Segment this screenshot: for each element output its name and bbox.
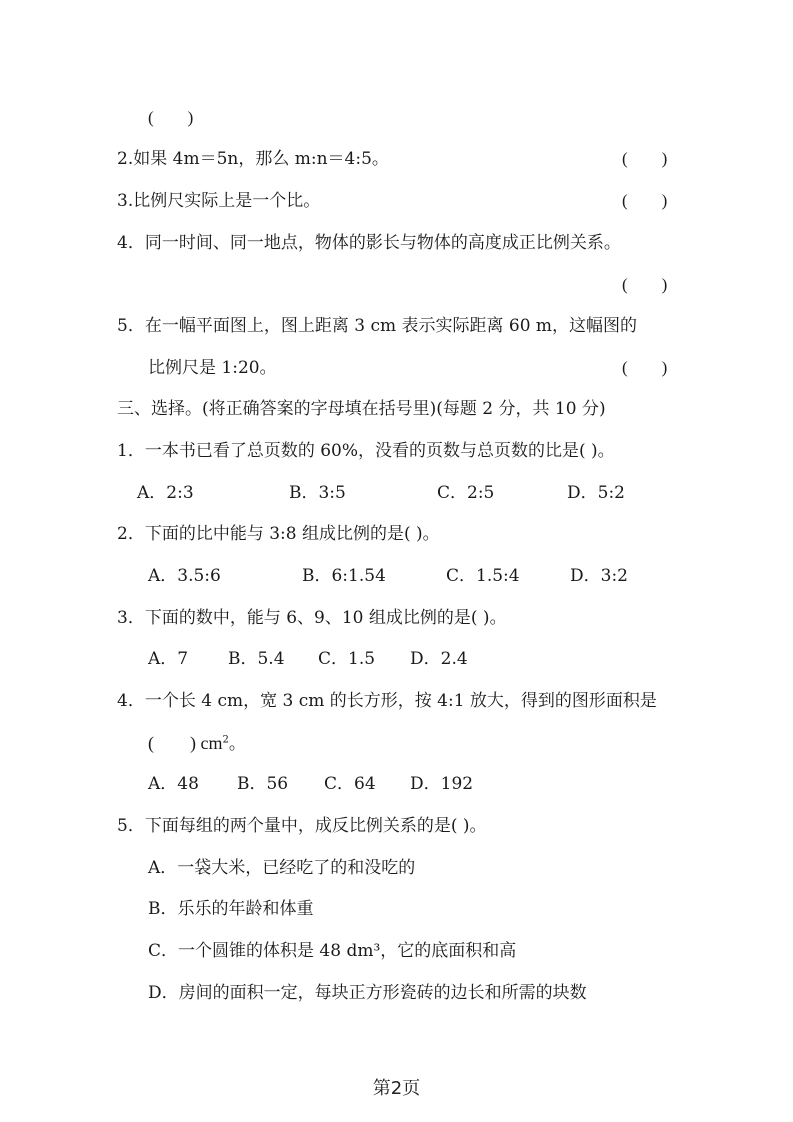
question-text: 下面的比中能与 3:8 组成比例的是( )。 [144, 524, 440, 544]
question-number: 2． [117, 524, 145, 544]
option-a[interactable]: A．48 [148, 774, 199, 794]
punctuation: 。 [228, 734, 246, 754]
answer-blank-q5[interactable]: ( ) [622, 358, 668, 377]
option-b[interactable]: B．56 [237, 774, 289, 794]
choice-question-5 [117, 815, 487, 837]
item-number: 2. [117, 149, 134, 169]
judgment-item-3 [117, 190, 320, 212]
judgment-item-2 [117, 148, 389, 170]
question-text: 一本书已看了总页数的 60%，没看的页数与总页数的比是( )。 [144, 441, 615, 461]
option-d[interactable]: D．房间的面积一定，每块正方形瓷砖的边长和所需的块数 [148, 983, 587, 1003]
question-text: 下面每组的两个量中，成反比例关系的是( )。 [144, 816, 487, 836]
choice-question-4 [117, 690, 657, 712]
question-number: 4． [117, 691, 145, 711]
item-text: 如果 4m＝5n，那么 m:n＝4:5。 [133, 149, 389, 169]
choice-question-3 [117, 607, 507, 629]
option-b[interactable]: B．6:1.54 [302, 566, 386, 586]
option-a[interactable]: A．2:3 [137, 483, 194, 503]
item-number: 5． [117, 316, 145, 336]
answer-blank-q1[interactable]: ( ) [148, 108, 194, 127]
option-c[interactable]: C．64 [324, 774, 376, 794]
option-d[interactable]: D．192 [410, 774, 474, 794]
item-number: 3. [117, 191, 134, 211]
option-c[interactable]: C．2:5 [437, 483, 495, 503]
option-b[interactable]: B．5.4 [228, 649, 285, 669]
judgment-item-4 [117, 232, 621, 254]
answer-blank[interactable]: ( ) cm [148, 733, 223, 753]
judgment-item-5-continuation: 比例尺是 1:20。 [148, 358, 277, 378]
item-text: 在一幅平面图上，图上距离 3 cm 表示实际距离 60 m，这幅图的 [144, 316, 638, 336]
item-text: 比例尺实际上是一个比。 [133, 191, 321, 211]
answer-blank-q2[interactable]: ( ) [622, 149, 668, 168]
option-a[interactable]: A．3.5:6 [148, 566, 221, 586]
section-heading: 三、选择。(将正确答案的字母填在括号里)(每题 2 分，共 10 分) [117, 399, 606, 419]
option-a[interactable]: A．7 [148, 649, 189, 669]
option-d[interactable]: D．5:2 [567, 483, 625, 503]
option-d[interactable]: D．3:2 [570, 566, 628, 586]
choice-question-4-continuation [148, 732, 246, 754]
choice-question-2 [117, 523, 440, 545]
option-c[interactable]: C．1.5 [318, 649, 376, 669]
option-b[interactable]: B．3:5 [289, 483, 346, 503]
item-text: 同一时间、同一地点，物体的影长与物体的高度成正比例关系。 [144, 233, 621, 253]
item-number: 4． [117, 233, 145, 253]
question-text: 一个长 4 cm，宽 3 cm 的长方形，按 4:1 放大，得到的图形面积是 [144, 691, 657, 711]
superscript: 2 [222, 734, 229, 746]
page-number: 第2页 [372, 1078, 421, 1099]
option-c[interactable]: C．一个圆锥的体积是 48 dm³，它的底面积和高 [148, 941, 517, 961]
judgment-item-5 [117, 315, 637, 337]
question-number: 3． [117, 608, 145, 628]
option-d[interactable]: D．2.4 [410, 649, 468, 669]
answer-blank-q4[interactable]: ( ) [622, 275, 668, 294]
answer-blank-q3[interactable]: ( ) [622, 191, 668, 210]
question-number: 1． [117, 441, 145, 461]
choice-question-1 [117, 440, 615, 462]
option-a[interactable]: A．一袋大米，已经吃了的和没吃的 [148, 858, 416, 878]
option-c[interactable]: C．1.5:4 [446, 566, 520, 586]
question-text: 下面的数中，能与 6、9、10 组成比例的是( )。 [144, 608, 507, 628]
option-b[interactable]: B．乐乐的年龄和体重 [148, 899, 314, 919]
question-number: 5． [117, 816, 145, 836]
